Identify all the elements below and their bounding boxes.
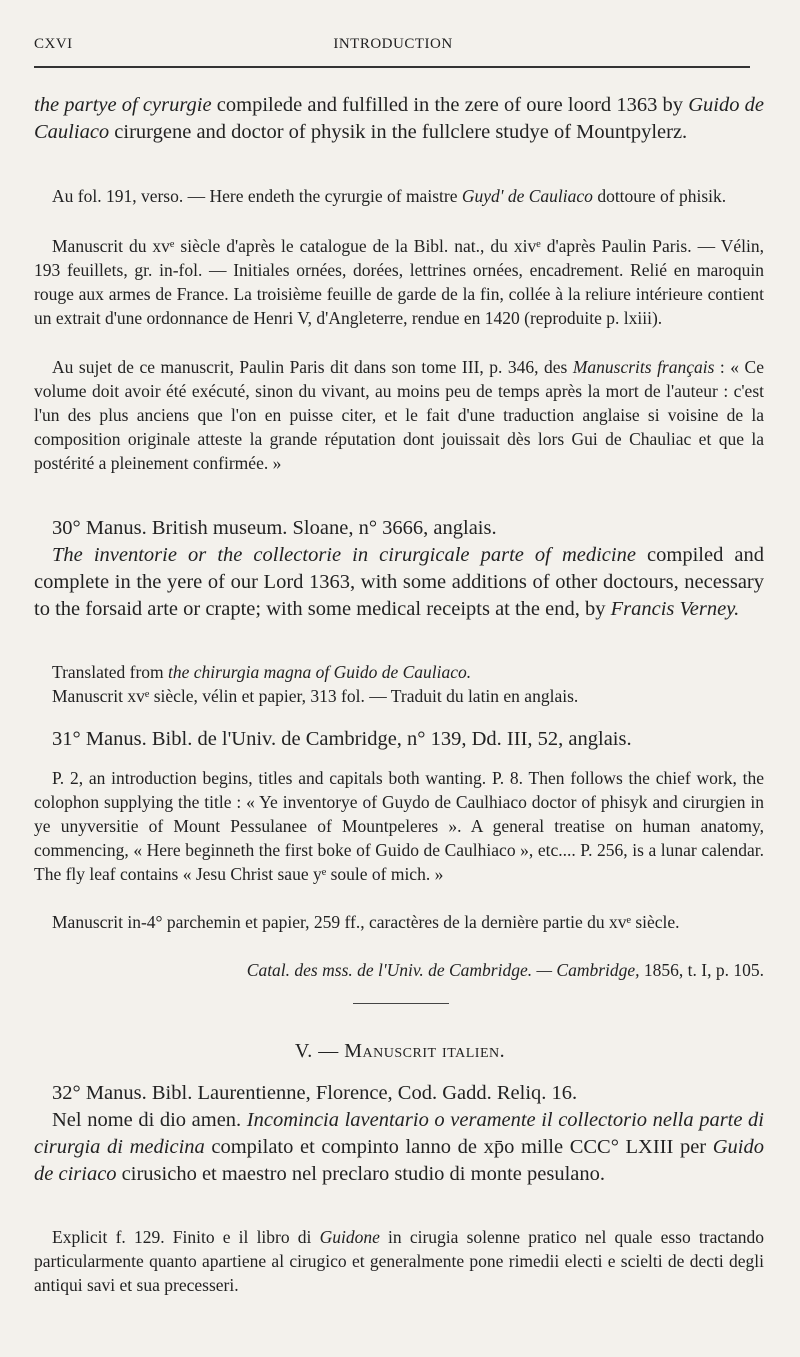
text-span: Explicit f. 129. Finito e il libro di (52, 1227, 320, 1247)
entry-30-manuscript-note: Manuscrit xvᵉ siècle, vélin et papier, 313 fol. — Traduit du latin en anglais. (52, 686, 579, 706)
paragraph-colophon (34, 92, 764, 146)
section-heading (0, 1040, 800, 1063)
text-span: compiled and complete in the yere of our Lord 1363, with some additions of other doctours, necessary to the forsaid arte or crapte; with some medical receipts at the end, by (34, 544, 764, 620)
paragraph-manuscript-description: Manuscrit du xvᵉ siècle d'après le catalogue de la Bibl. nat., du xivᵉ d'après Paulin Paris. — Vélin, 193 feuillets, gr. in-fol. — Initiales ornées, dorées, lettrines ornées, encadrement. Relié en maroquin rouge aux armes de France. La troisième feuille de garde de la fin, collée à la reliure intérieure contient un extrait d'une ordonnance de Henri V, d'Angleterre, rendue en 1420 (reproduite p. lxiii). (34, 236, 764, 328)
text-span: 1856, t. I, p. 105. (639, 960, 764, 980)
italic-catalogue: Catal. des mss. de l'Univ. de Cambridge. — Cambridge, (246, 960, 640, 980)
section-title: Manuscrit italien. (344, 1040, 506, 1062)
entry-30-description (34, 542, 764, 623)
paragraph-paulin-paris-quote (34, 355, 764, 475)
entry-32-explicit (34, 1225, 764, 1297)
italic-title: Manuscrits français (572, 357, 715, 377)
page-number: CXVI (34, 36, 73, 52)
italic-source: the chirurgia magna of Guido de Cauliaco. (168, 662, 472, 682)
text-span: Au sujet de ce manuscrit, Paulin Paris dit dans son tome III, p. 346, des (52, 357, 573, 377)
text-span: Au fol. 191, verso. — Here endeth the cyrurgie of maistre (52, 186, 462, 206)
text-span: : « Ce volume doit avoir été exécuté, sinon du vivant, au moins peu de temps après la mort de l'auteur : c'est l'un des plus anciens que l'on en puisse citer, et le fait d'une traduction anglaise si voisine de la composition originale atteste la grande réputation dont jouissait dès lors Gui de Chauliac et que la postérité a pleinement confirmée. » (34, 357, 764, 473)
entry-31-heading: 31° Manus. Bibl. de l'Univ. de Cambridge, n° 139, Dd. III, 52, anglais. (52, 728, 632, 750)
italic-author: Guido de ciriaco (34, 1136, 764, 1185)
text-span: compilede and fulfilled in the zere of oure loord 1363 by (211, 94, 689, 116)
entry-30-translation-note (34, 660, 764, 684)
header-rule (34, 66, 750, 68)
entry-32-heading: 32° Manus. Bibl. Laurentienne, Florence, Cod. Gadd. Reliq. 16. (52, 1082, 578, 1104)
italic-incipit: Incomincia laventario o veramente il collectorio nella parte di cirurgia di medicina (34, 1109, 764, 1158)
section-number: V. — (294, 1040, 345, 1062)
entry-32-description (34, 1107, 764, 1188)
entry-30-heading: 30° Manus. British museum. Sloane, n° 3666, anglais. (52, 517, 497, 539)
text-span: Nel nome di dio amen. (52, 1109, 247, 1131)
italic-title: The inventorie or the collectorie in cirurgicale parte of medicine (52, 544, 636, 566)
text-span: cirusicho et maestro nel preclaro studio di monte pesulano. (116, 1163, 605, 1185)
entry-31-catalogue-ref (34, 958, 764, 982)
paragraph-folio-note (34, 184, 764, 208)
running-title: INTRODUCTION (333, 36, 453, 52)
entry-31-description: P. 2, an introduction begins, titles and capitals both wanting. P. 8. Then follows the chief work, the colophon supplying the title : « Ye inventorye of Guydo de Caulhiaco doctor of phisyk and cirurgien in ye unyversitie of Mount Pessulanee of Mountpeleres ». A general treatise on human anatomy, commencing, « Here beginneth the first boke of Guido de Caulhiaco », etc.... P. 256, is a lunar calendar. The fly leaf contains « Jesu Christ saue yᵉ soule of mich. » (34, 768, 764, 884)
text-span: cirurgene and doctor of physik in the fullclere studye of Mountpylerz. (109, 121, 688, 143)
italic-title: the partye of cyrurgie (34, 94, 212, 116)
section-separator (353, 1003, 449, 1004)
text-span: Translated from (52, 662, 169, 682)
text-span: dottoure of phisik. (592, 186, 727, 206)
running-header (34, 36, 752, 56)
text-span: compilato et compinto lanno de xp̄o mille CCC° LXIII per (204, 1136, 713, 1158)
italic-author: Francis Verney. (610, 598, 740, 620)
italic-name: Guidone (319, 1227, 380, 1247)
text-span: in cirugia solenne pratico nel quale esso tractando particularmente quanto apartiene al cirugico et generalmente pone rimedii electi e scielti de decti degli antiqui savi et sua precesseri. (34, 1227, 764, 1295)
entry-31-manuscript-note: Manuscrit in-4° parchemin et papier, 259 ff., caractères de la dernière partie du xvᵉ siècle. (52, 912, 680, 932)
italic-name: Guyd' de Cauliaco (461, 186, 593, 206)
italic-author: Guido de Cauliaco (34, 94, 765, 143)
